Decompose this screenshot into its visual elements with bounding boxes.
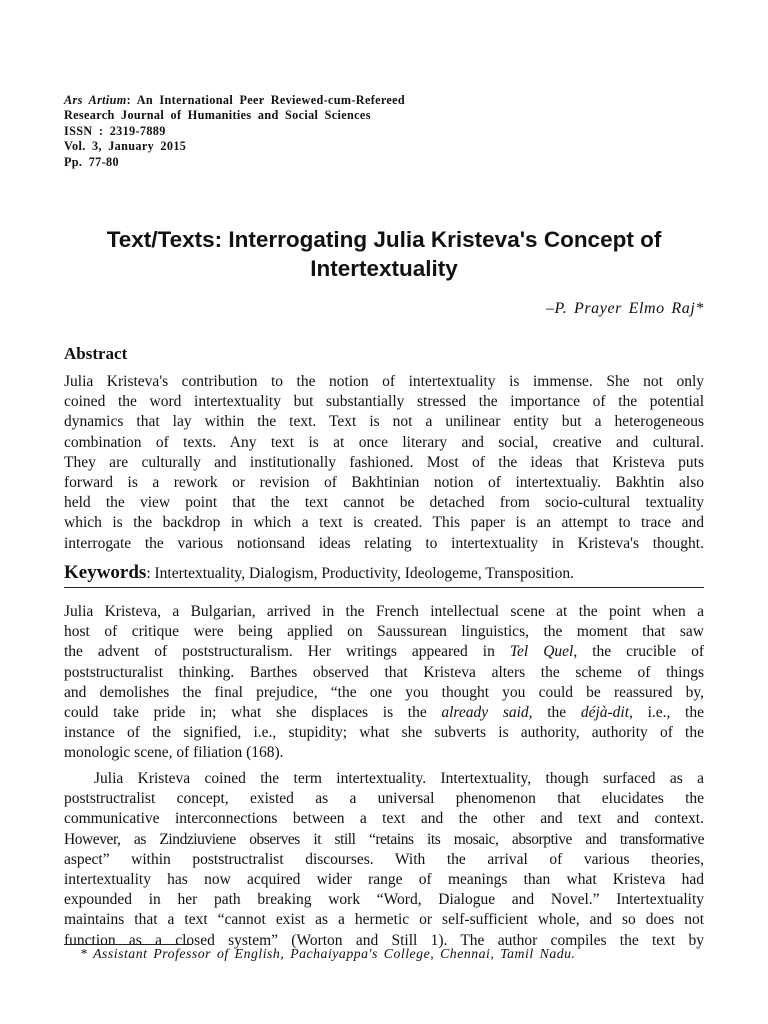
- emphasis-deja-dit: déjà-dit: [580, 703, 630, 721]
- journal-title-tel-quel: Tel Quel: [509, 643, 574, 661]
- body-line: instance of the signified, i.e., stupidity; what she subverts is authority, authority of the: [64, 724, 704, 742]
- body-text: , the: [528, 703, 581, 721]
- body-line: intertextuality has now acquired wider range of meanings than what Kristeva had: [64, 870, 704, 888]
- journal-header-line-2: Research Journal of Humanities and Social Sciences: [64, 108, 371, 123]
- body-text: , i.e., the: [629, 703, 704, 721]
- body-line: monologic scene, of filiation (168).: [64, 744, 284, 762]
- body-text: could take pride in; what she displaces is the: [64, 703, 442, 721]
- body-text: , the crucible of: [573, 643, 704, 661]
- body-line: Julia Kristeva coined the term intertextuality. Intertextuality, though surfaced as a: [94, 770, 704, 787]
- abstract-heading: Abstract: [64, 344, 128, 363]
- journal-header: [64, 93, 405, 170]
- abstract-line: dynamics that lay within the text. Text is not a unilinear entity but a heterogeneous: [64, 413, 704, 431]
- body-line: aspect” within poststructralist discourses. With the arrival of various theories,: [64, 850, 704, 868]
- paper-title: Text/Texts: Interrogating Julia Kristeva's Concept of Intertextuality: [106, 227, 662, 281]
- keywords: [64, 562, 704, 584]
- abstract-line: coined the word intertextuality but substantially stressed the importance of the potential: [64, 393, 704, 411]
- abstract-line: combination of texts. Any text is at once literary and social, creative and cultural.: [64, 433, 704, 451]
- body-paragraph-1: [64, 602, 704, 764]
- body-line: [64, 703, 704, 723]
- body-paragraph-2: [64, 769, 704, 951]
- footnote-divider: [64, 944, 192, 945]
- abstract-line: which is the backdrop in which a text is created. This paper is an attempt to trace and: [64, 514, 704, 532]
- paper-author: –P. Prayer Elmo Raj*: [545, 300, 704, 317]
- body-line: expounded in her path breaking work “Word, Dialogue and Novel.” Intertextuality: [64, 891, 704, 909]
- journal-pages: Pp. 77-80: [64, 154, 119, 169]
- keywords-label: Keywords: [64, 562, 147, 583]
- emphasis-already-said: already said: [441, 703, 529, 721]
- journal-volume: Vol. 3, January 2015: [64, 139, 187, 154]
- body-line: communicative interconnections between a text and the other and text and context.: [64, 810, 704, 828]
- journal-issn: ISSN : 2319-7889: [64, 123, 166, 138]
- journal-header-line-1: [64, 93, 405, 108]
- keywords-list: : Intertextuality, Dialogism, Productivity, Ideologeme, Transposition.: [146, 565, 574, 582]
- body-line: Julia Kristeva, a Bulgarian, arrived in the French intellectual scene at the point when a: [64, 603, 704, 620]
- abstract-line: held the view point that the text cannot be detached from socio-cultural textuality: [64, 494, 704, 512]
- body-line: maintains that a text “cannot exist as a hermetic or self-sufficient whole, and so does not: [64, 911, 704, 929]
- section-divider: [64, 587, 704, 588]
- abstract-line: interrogate the various notionsand ideas relating to intertextuality in Kristeva's thought.: [64, 534, 704, 552]
- body-line: and demolishes the final prejudice, “the one you thought you could be reassured by,: [64, 683, 704, 701]
- body-line: [64, 642, 704, 662]
- journal-description: : An International Peer Reviewed-cum-Refereed: [126, 93, 406, 107]
- body-line: poststructralist concept, existed as a universal phenomenon that elucidates the: [64, 790, 704, 808]
- body-text: the advent of poststructuralism. Her writings appeared in: [64, 643, 510, 661]
- author-footnote: * Assistant Professor of English, Pachaiyappa's College, Chennai, Tamil Nadu.: [80, 946, 576, 961]
- abstract-line: forward is a rework or revision of Bakhtinian notion of intertextualiy. Bakhtin also: [64, 473, 704, 491]
- abstract-line: Julia Kristeva's contribution to the notion of intertextuality is immense. She not only: [64, 373, 704, 390]
- journal-name: Ars Artium: [64, 93, 127, 107]
- body-line: However, as Zindziuviene observes it still “retains its mosaic, absorptive and transformative: [64, 830, 704, 848]
- abstract-text: [64, 372, 704, 554]
- body-line: host of critique were being applied on Saussurean linguistics, the moment that saw: [64, 623, 704, 641]
- abstract-line: They are culturally and institutionally fashioned. Most of the ideas that Kristeva puts: [64, 453, 704, 471]
- body-line: function as a closed system” (Worton and Still 1). The author compiles the text by: [64, 931, 704, 949]
- body-line: poststructuralist thinking. Barthes observed that Kristeva alters the scheme of things: [64, 663, 704, 681]
